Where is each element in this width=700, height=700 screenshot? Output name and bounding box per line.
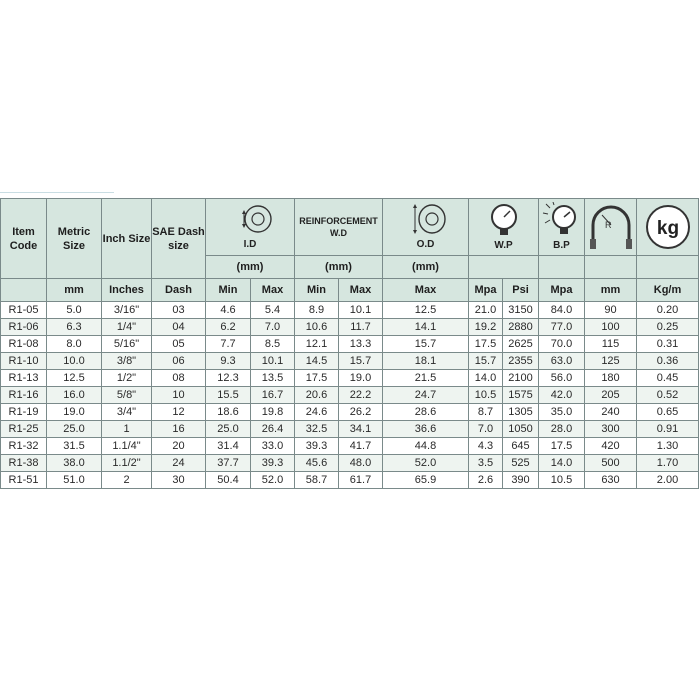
cell-code: R1-16	[1, 387, 47, 404]
cell-wp-mpa: 19.2	[469, 319, 503, 336]
cell-metric: 10.0	[47, 353, 102, 370]
cell-wp-psi: 3150	[503, 302, 539, 319]
cell-id-max: 13.5	[251, 370, 295, 387]
cell-id-max: 5.4	[251, 302, 295, 319]
header-burst-pressure	[539, 199, 585, 256]
cell-code: R1-13	[1, 370, 47, 387]
cell-id-min: 31.4	[206, 438, 251, 455]
cell-r-mm: 180	[585, 370, 637, 387]
wd-max-unit: Max	[339, 279, 383, 302]
cell-wp-psi: 390	[503, 472, 539, 489]
cell-code: R1-10	[1, 353, 47, 370]
cell-id-max: 8.5	[251, 336, 295, 353]
cell-id-max: 52.0	[251, 472, 295, 489]
kg-spacer	[637, 256, 699, 279]
cell-dash: 06	[152, 353, 206, 370]
wd-mm-unit: (mm)	[295, 256, 383, 279]
cell-bp-mpa: 70.0	[539, 336, 585, 353]
cell-bp-mpa: 10.5	[539, 472, 585, 489]
cell-bp-mpa: 77.0	[539, 319, 585, 336]
cell-bp-mpa: 84.0	[539, 302, 585, 319]
cell-wd-max: 19.0	[339, 370, 383, 387]
table-row	[1, 319, 699, 336]
cell-wp-psi: 525	[503, 455, 539, 472]
cell-dash: 10	[152, 387, 206, 404]
cell-r-mm: 125	[585, 353, 637, 370]
cell-metric: 16.0	[47, 387, 102, 404]
cell-kg: 0.45	[637, 370, 699, 387]
bp-mpa-unit: Mpa	[539, 279, 585, 302]
cell-inch: 3/4"	[102, 404, 152, 421]
cell-kg: 0.25	[637, 319, 699, 336]
cell-od-max: 21.5	[383, 370, 469, 387]
outer-diameter-icon	[396, 203, 456, 239]
cell-code: R1-32	[1, 438, 47, 455]
table-row	[1, 387, 699, 404]
burst-gauge-icon	[542, 202, 582, 240]
cell-metric: 6.3	[47, 319, 102, 336]
cell-kg: 0.31	[637, 336, 699, 353]
cell-r-mm: 115	[585, 336, 637, 353]
wd-min-unit: Min	[295, 279, 339, 302]
cell-id-max: 16.7	[251, 387, 295, 404]
cell-kg: 0.52	[637, 387, 699, 404]
bp-spacer	[539, 256, 585, 279]
cell-bp-mpa: 35.0	[539, 404, 585, 421]
cell-code: R1-25	[1, 421, 47, 438]
cell-r-mm: 630	[585, 472, 637, 489]
cell-wd-max: 34.1	[339, 421, 383, 438]
cell-wp-psi: 1050	[503, 421, 539, 438]
cell-wd-max: 26.2	[339, 404, 383, 421]
table-row	[1, 353, 699, 370]
cell-code: R1-08	[1, 336, 47, 353]
id-mm-unit: (mm)	[206, 256, 295, 279]
header-row-units	[1, 279, 699, 302]
cell-wd-max: 13.3	[339, 336, 383, 353]
cell-r-mm: 90	[585, 302, 637, 319]
od-max-unit: Max	[383, 279, 469, 302]
cell-od-max: 18.1	[383, 353, 469, 370]
cell-wp-psi: 645	[503, 438, 539, 455]
cell-bp-mpa: 56.0	[539, 370, 585, 387]
cell-od-max: 15.7	[383, 336, 469, 353]
cell-wd-max: 61.7	[339, 472, 383, 489]
cell-id-min: 37.7	[206, 455, 251, 472]
cell-code: R1-38	[1, 455, 47, 472]
cell-metric: 25.0	[47, 421, 102, 438]
hose-spec-table	[0, 198, 699, 489]
cell-dash: 30	[152, 472, 206, 489]
cell-wp-psi: 1575	[503, 387, 539, 404]
cell-wd-max: 48.0	[339, 455, 383, 472]
id-min-unit: Min	[206, 279, 251, 302]
cell-wd-max: 41.7	[339, 438, 383, 455]
cell-dash: 04	[152, 319, 206, 336]
cell-wp-psi: 2355	[503, 353, 539, 370]
cell-metric: 19.0	[47, 404, 102, 421]
cell-code: R1-06	[1, 319, 47, 336]
cell-od-max: 52.0	[383, 455, 469, 472]
cell-wp-mpa: 10.5	[469, 387, 503, 404]
id-max-unit: Max	[251, 279, 295, 302]
cell-kg: 0.36	[637, 353, 699, 370]
cell-wp-mpa: 4.3	[469, 438, 503, 455]
cell-r-mm: 500	[585, 455, 637, 472]
kg-unit: Kg/m	[637, 279, 699, 302]
cell-r-mm: 420	[585, 438, 637, 455]
inch-unit: Inches	[102, 279, 152, 302]
cell-inch: 2	[102, 472, 152, 489]
cell-r-mm: 205	[585, 387, 637, 404]
cell-kg: 1.70	[637, 455, 699, 472]
bp-label: B.P	[553, 240, 570, 251]
table-row	[1, 302, 699, 319]
cell-wd-min: 39.3	[295, 438, 339, 455]
inner-diameter-icon	[220, 203, 280, 239]
cell-dash: 24	[152, 455, 206, 472]
table-row	[1, 455, 699, 472]
table-row	[1, 472, 699, 489]
cell-dash: 12	[152, 404, 206, 421]
cell-code: R1-05	[1, 302, 47, 319]
cell-od-max: 28.6	[383, 404, 469, 421]
cell-wp-mpa: 3.5	[469, 455, 503, 472]
cell-od-max: 36.6	[383, 421, 469, 438]
cell-wd-max: 10.1	[339, 302, 383, 319]
header-row-top	[1, 199, 699, 256]
cell-inch: 1.1/2"	[102, 455, 152, 472]
cell-id-min: 4.6	[206, 302, 251, 319]
od-mm-unit: (mm)	[383, 256, 469, 279]
pressure-gauge-icon	[484, 202, 524, 240]
cell-inch: 1.1/4"	[102, 438, 152, 455]
table-row	[1, 336, 699, 353]
cell-wd-min: 20.6	[295, 387, 339, 404]
cell-inch: 1/2"	[102, 370, 152, 387]
r-label: R	[604, 220, 611, 230]
wp-mpa-unit: Mpa	[469, 279, 503, 302]
cell-kg: 0.91	[637, 421, 699, 438]
cell-inch: 5/16"	[102, 336, 152, 353]
cell-wd-max: 22.2	[339, 387, 383, 404]
cell-wd-min: 17.5	[295, 370, 339, 387]
cell-id-max: 10.1	[251, 353, 295, 370]
cell-dash: 05	[152, 336, 206, 353]
cell-kg: 1.30	[637, 438, 699, 455]
table-row	[1, 438, 699, 455]
cell-wp-mpa: 8.7	[469, 404, 503, 421]
decorative-rule	[0, 192, 114, 193]
cell-dash: 20	[152, 438, 206, 455]
cell-bp-mpa: 14.0	[539, 455, 585, 472]
cell-wp-mpa: 2.6	[469, 472, 503, 489]
cell-wd-min: 10.6	[295, 319, 339, 336]
cell-id-min: 18.6	[206, 404, 251, 421]
cell-od-max: 44.8	[383, 438, 469, 455]
header-id	[206, 199, 295, 256]
header-bend-radius	[585, 199, 637, 256]
cell-id-max: 39.3	[251, 455, 295, 472]
dash-unit: Dash	[152, 279, 206, 302]
cell-wp-mpa: 7.0	[469, 421, 503, 438]
cell-kg: 0.20	[637, 302, 699, 319]
cell-wp-psi: 2625	[503, 336, 539, 353]
cell-wp-mpa: 21.0	[469, 302, 503, 319]
cell-od-max: 14.1	[383, 319, 469, 336]
cell-dash: 16	[152, 421, 206, 438]
cell-wd-min: 24.6	[295, 404, 339, 421]
table-row	[1, 370, 699, 387]
cell-kg: 2.00	[637, 472, 699, 489]
od-label: O.D	[416, 239, 435, 250]
cell-od-max: 65.9	[383, 472, 469, 489]
cell-bp-mpa: 17.5	[539, 438, 585, 455]
header-working-pressure	[469, 199, 539, 256]
cell-inch: 1/4"	[102, 319, 152, 336]
cell-od-max: 12.5	[383, 302, 469, 319]
weight-kg-icon	[643, 202, 693, 252]
r-mm-unit: mm	[585, 279, 637, 302]
wp-psi-unit: Psi	[503, 279, 539, 302]
cell-wd-min: 45.6	[295, 455, 339, 472]
cell-id-min: 50.4	[206, 472, 251, 489]
cell-bp-mpa: 42.0	[539, 387, 585, 404]
header-metric-size: Metric Size	[47, 199, 102, 279]
r-spacer	[585, 256, 637, 279]
table-row	[1, 404, 699, 421]
cell-id-min: 25.0	[206, 421, 251, 438]
cell-bp-mpa: 63.0	[539, 353, 585, 370]
cell-id-min: 9.3	[206, 353, 251, 370]
cell-kg: 0.65	[637, 404, 699, 421]
cell-wp-psi: 2880	[503, 319, 539, 336]
id-label: I.D	[243, 239, 257, 250]
cell-id-max: 7.0	[251, 319, 295, 336]
cell-bp-mpa: 28.0	[539, 421, 585, 438]
cell-wd-min: 58.7	[295, 472, 339, 489]
metric-unit: mm	[47, 279, 102, 302]
cell-id-min: 7.7	[206, 336, 251, 353]
header-reinforcement	[295, 199, 383, 256]
cell-wp-psi: 2100	[503, 370, 539, 387]
cell-wd-min: 14.5	[295, 353, 339, 370]
cell-wp-mpa: 15.7	[469, 353, 503, 370]
wp-label: W.P	[494, 240, 513, 251]
cell-od-max: 24.7	[383, 387, 469, 404]
header-weight	[637, 199, 699, 256]
cell-id-min: 12.3	[206, 370, 251, 387]
cell-id-max: 19.8	[251, 404, 295, 421]
cell-wp-mpa: 14.0	[469, 370, 503, 387]
cell-r-mm: 240	[585, 404, 637, 421]
cell-wd-max: 15.7	[339, 353, 383, 370]
cell-inch: 5/8"	[102, 387, 152, 404]
cell-r-mm: 100	[585, 319, 637, 336]
wp-spacer	[469, 256, 539, 279]
spec-table-body	[1, 302, 699, 489]
header-sae-dash-size: SAE Dash size	[152, 199, 206, 279]
cell-dash: 03	[152, 302, 206, 319]
cell-wd-min: 8.9	[295, 302, 339, 319]
header-inch-size: Inch Size	[102, 199, 152, 279]
kg-label: kg	[656, 218, 679, 239]
cell-metric: 51.0	[47, 472, 102, 489]
cell-inch: 3/8"	[102, 353, 152, 370]
cell-dash: 08	[152, 370, 206, 387]
cell-wd-min: 32.5	[295, 421, 339, 438]
cell-code: R1-51	[1, 472, 47, 489]
cell-inch: 1	[102, 421, 152, 438]
cell-wd-max: 11.7	[339, 319, 383, 336]
cell-r-mm: 300	[585, 421, 637, 438]
cell-code: R1-19	[1, 404, 47, 421]
reinforcement-label: REINFORCEMENT W.D	[299, 216, 378, 238]
cell-id-max: 33.0	[251, 438, 295, 455]
cell-metric: 38.0	[47, 455, 102, 472]
header-item-code: Item Code	[1, 199, 47, 279]
cell-id-min: 6.2	[206, 319, 251, 336]
bend-radius-icon	[586, 201, 636, 253]
table-row	[1, 421, 699, 438]
cell-metric: 31.5	[47, 438, 102, 455]
cell-wp-mpa: 17.5	[469, 336, 503, 353]
cell-metric: 12.5	[47, 370, 102, 387]
cell-metric: 5.0	[47, 302, 102, 319]
cell-metric: 8.0	[47, 336, 102, 353]
code-unit-spacer	[1, 279, 47, 302]
cell-wd-min: 12.1	[295, 336, 339, 353]
cell-inch: 3/16"	[102, 302, 152, 319]
cell-wp-psi: 1305	[503, 404, 539, 421]
cell-id-min: 15.5	[206, 387, 251, 404]
header-od	[383, 199, 469, 256]
cell-id-max: 26.4	[251, 421, 295, 438]
